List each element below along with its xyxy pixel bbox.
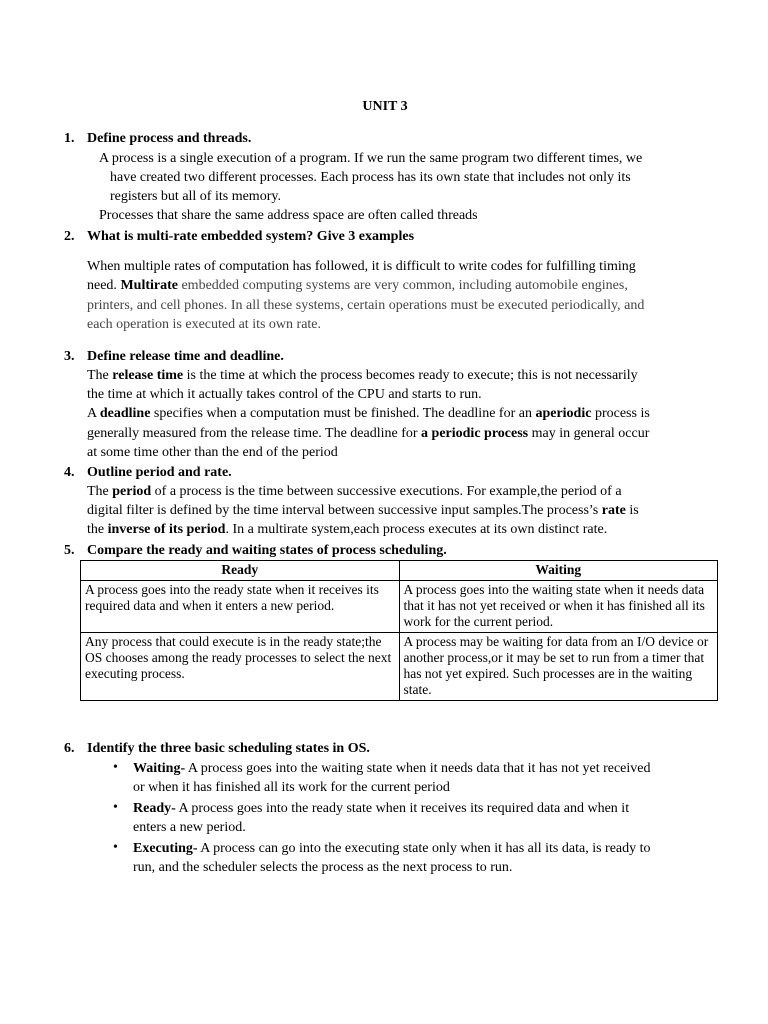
page-title: UNIT 3	[362, 99, 408, 114]
q3-line: generally measured from the release time. The deadline for a periodic process may in general occur	[87, 426, 650, 441]
q1-heading: Define process and threads.	[87, 131, 252, 146]
q4-line: The period of a process is the time between successive executions. For example,the period of a	[87, 484, 622, 499]
column-header-ready: Ready	[81, 561, 400, 581]
q5-heading: Compare the ready and waiting states of process scheduling.	[87, 543, 447, 558]
q2-line: each operation is executed at its own rate.	[87, 317, 322, 332]
q6-number: 6.	[64, 741, 75, 756]
q1-line: A process is a single execution of a program. If we run the same program two different times, we	[99, 151, 643, 166]
q4-heading: Outline period and rate.	[87, 465, 232, 480]
table-row	[81, 633, 718, 701]
q2-heading: What is multi-rate embedded system? Give 3 examples	[87, 229, 415, 244]
table-cell: A process may be waiting for data from an I/O device or another process,or it may be set to run from a timer that has not yet expired. Such processes are in the waiting state.	[399, 633, 718, 701]
q2-number: 2.	[64, 229, 75, 244]
q3-line: at some time other than the end of the period	[87, 445, 338, 460]
q1-line: registers but all of its memory.	[110, 189, 281, 204]
column-header-waiting: Waiting	[399, 561, 718, 581]
q1-line: have created two different processes. Each process has its own state that includes not only its	[110, 170, 631, 185]
table-cell: A process goes into the waiting state when it needs data that it has not yet received or when it has finished all its work for the current period.	[399, 581, 718, 633]
bullet-icon: •	[113, 800, 118, 815]
list-item-line: enters a new period.	[133, 820, 246, 835]
list-item-line: or when it has finished all its work for the current period	[133, 780, 450, 795]
list-item-line: Ready- A process goes into the ready state when it receives its required data and when it	[133, 801, 630, 816]
q4-line: the inverse of its period. In a multirate system,each process executes at its own distinct rate.	[87, 522, 608, 537]
q2-line: When multiple rates of computation has followed, it is difficult to write codes for fulfilling timing	[87, 259, 636, 274]
q3-line: The release time is the time at which the process becomes ready to execute; this is not necessarily	[87, 368, 638, 383]
table-row	[81, 581, 718, 633]
bullet-icon: •	[113, 760, 118, 775]
q5-number: 5.	[64, 543, 75, 558]
q3-number: 3.	[64, 349, 75, 364]
q1-number: 1.	[64, 131, 75, 146]
bullet-icon: •	[113, 840, 118, 855]
q2-line: printers, and cell phones. In all these systems, certain operations must be executed periodically, and	[87, 298, 645, 313]
q1-line: Processes that share the same address space are often called threads	[99, 208, 478, 223]
table-cell: A process goes into the ready state when it receives its required data and when it enters a new period.	[81, 581, 400, 633]
q4-line: digital filter is defined by the time interval between successive input samples.The process’s rate is	[87, 503, 639, 518]
q3-heading: Define release time and deadline.	[87, 349, 284, 364]
q3-line: the time at which it actually takes control of the CPU and starts to run.	[87, 387, 482, 402]
list-item-line: Waiting- A process goes into the waiting state when it needs data that it has not yet received	[133, 761, 651, 776]
table-cell: Any process that could execute is in the ready state;the OS chooses among the ready processes to select the next executing process.	[81, 633, 400, 701]
q2-line: need. Multirate embedded computing systems are very common, including automobile engines,	[87, 278, 628, 293]
table-header-row	[81, 561, 718, 581]
q3-line: A deadline specifies when a computation must be finished. The deadline for an aperiodic process is	[87, 406, 650, 421]
comparison-table	[80, 560, 718, 701]
q6-heading: Identify the three basic scheduling states in OS.	[87, 741, 370, 756]
q4-number: 4.	[64, 465, 75, 480]
list-item-line: run, and the scheduler selects the process as the next process to run.	[133, 860, 513, 875]
list-item-line: Executing- A process can go into the executing state only when it has all its data, is ready to	[133, 841, 651, 856]
